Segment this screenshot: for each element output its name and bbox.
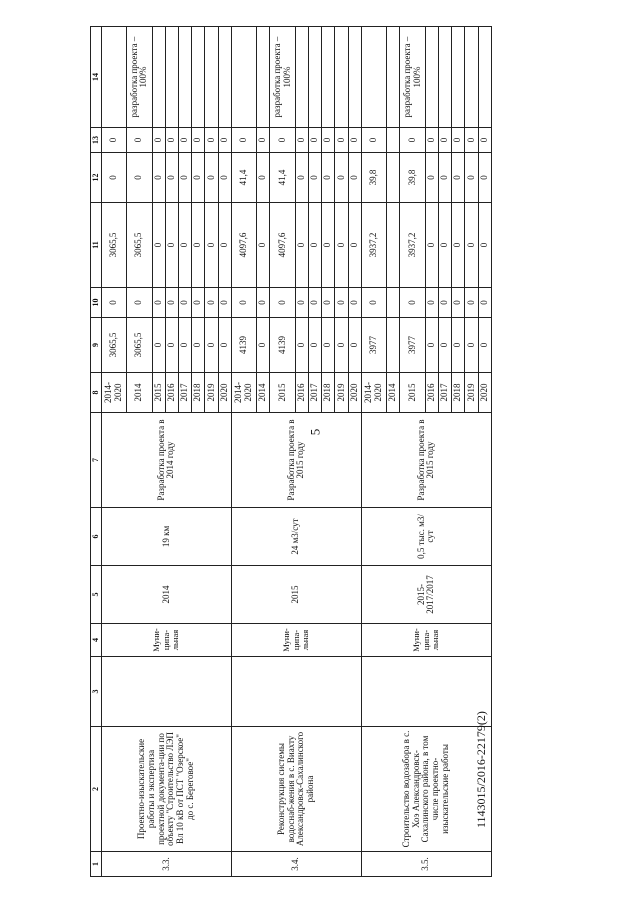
value-cell: 0 <box>438 153 451 203</box>
value-cell <box>387 288 400 318</box>
owner-type-cell: Муни-ципа-льная <box>231 624 361 657</box>
value-cell: 0 <box>478 203 491 288</box>
capacity-cell: 0,5 тыс. м3/сут <box>361 508 491 566</box>
value-cell: 0 <box>478 318 491 373</box>
value-cell <box>465 27 478 128</box>
value-cell: 0 <box>452 203 465 288</box>
value-cell: 0 <box>425 203 438 288</box>
value-cell: 0 <box>231 128 256 153</box>
value-cell: 0 <box>308 153 321 203</box>
header-cell: 9 <box>91 318 102 373</box>
section-number-cell: 3.3. <box>102 852 232 877</box>
value-cell: 0 <box>205 153 218 203</box>
value-cell: 4097,6 <box>231 203 256 288</box>
owner-type-cell: Муни-ципа-льная <box>102 624 232 657</box>
year-cell: 2017 <box>308 373 321 413</box>
value-cell <box>478 27 491 128</box>
document-code: 1143015/2016-22179(2) <box>474 711 488 828</box>
value-cell: 0 <box>270 288 295 318</box>
value-cell: 0 <box>205 128 218 153</box>
year-cell: 2019 <box>335 373 348 413</box>
year-cell: 2015 <box>270 373 295 413</box>
value-cell: 0 <box>335 203 348 288</box>
year-cell: 2020 <box>478 373 491 413</box>
value-cell: 0 <box>348 288 361 318</box>
empty-cell <box>102 657 232 727</box>
year-cell: 2018 <box>192 373 205 413</box>
stage-cell: Разработка проекта в 2015 году <box>231 413 361 508</box>
value-cell: 0 <box>102 153 127 203</box>
value-cell <box>348 27 361 128</box>
value-cell <box>387 27 400 128</box>
value-cell: 0 <box>192 318 205 373</box>
year-cell: 2014-2020 <box>361 373 386 413</box>
value-cell: 0 <box>102 128 127 153</box>
year-cell: 2019 <box>205 373 218 413</box>
page-number: 5 <box>307 428 323 436</box>
header-cell: 1 <box>91 852 102 877</box>
value-cell: 0 <box>179 203 192 288</box>
value-cell: 0 <box>335 153 348 203</box>
value-cell: 0 <box>425 128 438 153</box>
value-cell <box>179 27 192 128</box>
value-cell: 0 <box>152 288 165 318</box>
value-cell: разработка проекта – 100% <box>127 27 152 128</box>
header-cell: 4 <box>91 624 102 657</box>
year-cell: 2018 <box>322 373 335 413</box>
table-row <box>102 27 127 877</box>
value-cell: 4139 <box>270 318 295 373</box>
value-cell: 0 <box>438 288 451 318</box>
value-cell <box>295 27 308 128</box>
value-cell: 0 <box>218 153 231 203</box>
value-cell: 0 <box>425 288 438 318</box>
value-cell: 0 <box>205 318 218 373</box>
value-cell: 0 <box>192 203 205 288</box>
value-cell: 0 <box>179 128 192 153</box>
year-cell: 2014 <box>257 373 270 413</box>
year-cell: 2020 <box>348 373 361 413</box>
table-row <box>231 27 256 877</box>
value-cell: 0 <box>165 153 178 203</box>
header-cell: 14 <box>91 27 102 128</box>
year-cell: 2020 <box>218 373 231 413</box>
year-cell: 2017 <box>438 373 451 413</box>
value-cell: 0 <box>322 318 335 373</box>
header-cell: 7 <box>91 413 102 508</box>
year-cell: 2014 <box>127 373 152 413</box>
period-cell: 2014 <box>102 566 232 624</box>
header-cell: 2 <box>91 727 102 852</box>
year-cell: 2016 <box>425 373 438 413</box>
value-cell: 0 <box>425 318 438 373</box>
value-cell: 0 <box>295 128 308 153</box>
year-cell: 2018 <box>452 373 465 413</box>
value-cell: 0 <box>478 153 491 203</box>
header-cell: 11 <box>91 203 102 288</box>
value-cell: 0 <box>322 153 335 203</box>
value-cell: 0 <box>257 318 270 373</box>
value-cell: 0 <box>152 203 165 288</box>
value-cell: 0 <box>295 318 308 373</box>
value-cell: 0 <box>218 318 231 373</box>
value-cell: 3065,5 <box>127 318 152 373</box>
value-cell: 0 <box>152 318 165 373</box>
table-row <box>361 27 386 877</box>
value-cell: 0 <box>438 318 451 373</box>
value-cell <box>452 27 465 128</box>
period-cell: 2015-2017/2017 <box>361 566 491 624</box>
section-title-cell: Проектно-изыскательские работы и экспертиза проектной документа-ции по объекту "Строительство ЛЭП Вл 10 кВ от ПСТ "Озерское" до с. Береговое" <box>102 727 232 852</box>
owner-type-cell: Муни-ципа-льная <box>361 624 491 657</box>
value-cell: 0 <box>127 153 152 203</box>
section-title-cell: Строительство водозабора в с. Хоэ Александровск-Сахалинского района, в том числе проектно-изыскательские работы <box>361 727 491 852</box>
value-cell: 0 <box>218 203 231 288</box>
value-cell: 0 <box>452 318 465 373</box>
value-cell: 0 <box>452 128 465 153</box>
value-cell: 0 <box>361 288 386 318</box>
year-cell: 2014-2020 <box>102 373 127 413</box>
year-cell: 2015 <box>400 373 425 413</box>
empty-cell <box>361 657 491 727</box>
value-cell: 0 <box>348 153 361 203</box>
year-cell: 2014 <box>387 373 400 413</box>
header-cell: 10 <box>91 288 102 318</box>
value-cell: 0 <box>438 128 451 153</box>
value-cell <box>205 27 218 128</box>
value-cell: 0 <box>322 288 335 318</box>
value-cell <box>387 153 400 203</box>
header-cell: 5 <box>91 566 102 624</box>
value-cell: 0 <box>465 153 478 203</box>
value-cell: 3065,5 <box>102 318 127 373</box>
value-cell: 0 <box>218 288 231 318</box>
value-cell: 3065,5 <box>127 203 152 288</box>
value-cell: 0 <box>452 288 465 318</box>
value-cell <box>361 27 386 128</box>
value-cell <box>387 318 400 373</box>
value-cell: 0 <box>348 318 361 373</box>
value-cell: 0 <box>478 288 491 318</box>
value-cell: 0 <box>165 128 178 153</box>
rotated-table-container <box>90 27 492 877</box>
value-cell: 0 <box>257 203 270 288</box>
value-cell: 0 <box>465 128 478 153</box>
value-cell <box>308 27 321 128</box>
value-cell: 0 <box>165 203 178 288</box>
empty-cell <box>231 657 361 727</box>
header-row <box>91 27 102 877</box>
value-cell: 0 <box>165 318 178 373</box>
header-cell: 3 <box>91 657 102 727</box>
header-cell: 8 <box>91 373 102 413</box>
value-cell: 0 <box>257 128 270 153</box>
period-cell: 2015 <box>231 566 361 624</box>
value-cell: 0 <box>192 128 205 153</box>
section-number-cell: 3.4. <box>231 852 361 877</box>
value-cell: 0 <box>205 203 218 288</box>
value-cell: 39,8 <box>361 153 386 203</box>
value-cell: 0 <box>127 128 152 153</box>
year-cell: 2017 <box>179 373 192 413</box>
section-title-cell: Реконструкция системы водоснаб-жения в с. Виахту Александровск-Сахалинского района <box>231 727 361 852</box>
value-cell: разработка проекта – 100% <box>400 27 425 128</box>
value-cell: 0 <box>308 203 321 288</box>
value-cell: 0 <box>270 128 295 153</box>
value-cell: 0 <box>179 288 192 318</box>
value-cell: 0 <box>257 153 270 203</box>
value-cell <box>218 27 231 128</box>
value-cell: 0 <box>322 128 335 153</box>
value-cell: 0 <box>348 203 361 288</box>
value-cell: разработка проекта – 100% <box>270 27 295 128</box>
value-cell <box>438 27 451 128</box>
capacity-cell: 24 м3/сут <box>231 508 361 566</box>
value-cell: 0 <box>465 288 478 318</box>
value-cell <box>152 27 165 128</box>
value-cell: 0 <box>400 288 425 318</box>
value-cell <box>335 27 348 128</box>
value-cell: 0 <box>322 203 335 288</box>
value-cell: 0 <box>205 288 218 318</box>
stage-cell: Разработка проекта в 2015 году <box>361 413 491 508</box>
section-number-cell: 3.5. <box>361 852 491 877</box>
year-cell: 2016 <box>295 373 308 413</box>
value-cell: 0 <box>295 203 308 288</box>
value-cell: 0 <box>192 288 205 318</box>
value-cell <box>322 27 335 128</box>
value-cell: 0 <box>478 128 491 153</box>
value-cell: 0 <box>231 288 256 318</box>
value-cell: 0 <box>127 288 152 318</box>
value-cell: 3937,2 <box>400 203 425 288</box>
value-cell: 39,8 <box>400 153 425 203</box>
value-cell: 3977 <box>400 318 425 373</box>
value-cell: 0 <box>308 318 321 373</box>
value-cell: 0 <box>179 153 192 203</box>
year-cell: 2016 <box>165 373 178 413</box>
stage-cell: Разработка проекта в 2014 году <box>102 413 232 508</box>
value-cell: 0 <box>218 128 231 153</box>
value-cell: 0 <box>308 288 321 318</box>
value-cell: 0 <box>102 288 127 318</box>
value-cell <box>192 27 205 128</box>
value-cell: 41,4 <box>231 153 256 203</box>
value-cell: 41,4 <box>270 153 295 203</box>
value-cell: 0 <box>295 153 308 203</box>
year-cell: 2019 <box>465 373 478 413</box>
year-cell: 2015 <box>152 373 165 413</box>
value-cell <box>231 27 256 128</box>
header-cell: 12 <box>91 153 102 203</box>
value-cell <box>165 27 178 128</box>
value-cell: 0 <box>438 203 451 288</box>
value-cell: 0 <box>335 128 348 153</box>
value-cell: 0 <box>465 318 478 373</box>
value-cell: 3977 <box>361 318 386 373</box>
value-cell: 0 <box>348 128 361 153</box>
value-cell <box>387 128 400 153</box>
value-cell: 0 <box>295 288 308 318</box>
value-cell: 0 <box>425 153 438 203</box>
value-cell: 0 <box>308 128 321 153</box>
value-cell: 0 <box>152 128 165 153</box>
program-table <box>90 26 492 877</box>
value-cell: 4097,6 <box>270 203 295 288</box>
value-cell: 0 <box>179 318 192 373</box>
capacity-cell: 19 км <box>102 508 232 566</box>
value-cell <box>425 27 438 128</box>
value-cell <box>257 27 270 128</box>
value-cell: 4139 <box>231 318 256 373</box>
value-cell: 0 <box>192 153 205 203</box>
value-cell <box>387 203 400 288</box>
value-cell: 0 <box>361 128 386 153</box>
value-cell: 0 <box>165 288 178 318</box>
value-cell: 0 <box>452 153 465 203</box>
value-cell: 0 <box>335 288 348 318</box>
header-cell: 6 <box>91 508 102 566</box>
value-cell: 0 <box>152 153 165 203</box>
value-cell: 3065,5 <box>102 203 127 288</box>
value-cell: 0 <box>465 203 478 288</box>
header-cell: 13 <box>91 128 102 153</box>
value-cell: 0 <box>335 318 348 373</box>
value-cell: 0 <box>257 288 270 318</box>
value-cell <box>102 27 127 128</box>
value-cell: 0 <box>400 128 425 153</box>
value-cell: 3937,2 <box>361 203 386 288</box>
year-cell: 2014-2020 <box>231 373 256 413</box>
